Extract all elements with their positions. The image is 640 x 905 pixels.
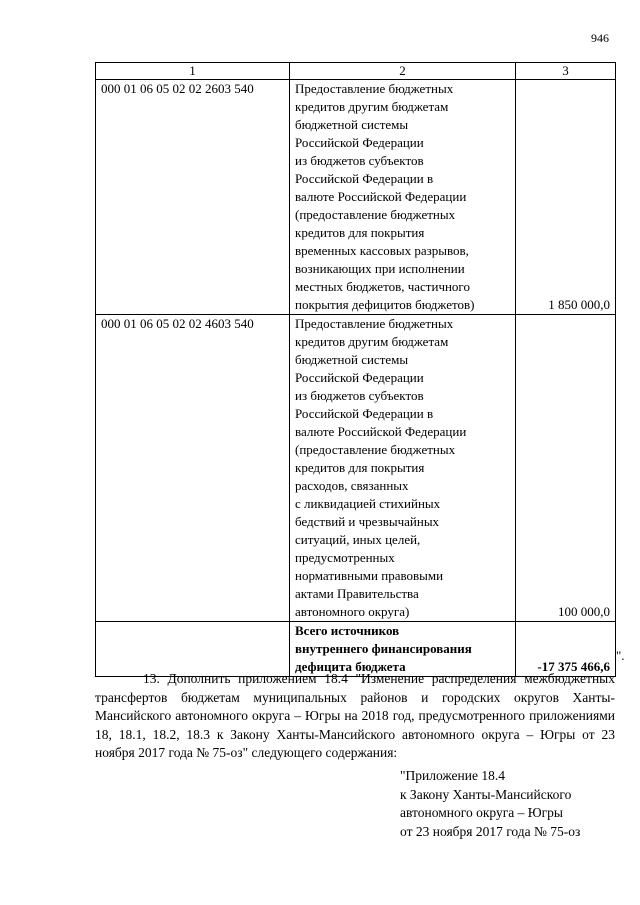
budget-code-cell: 000 01 06 05 02 02 4603 540 [96,315,290,622]
appendix-header: "Приложение 18.4 к Закону Ханты-Мансийского автономного округа – Югры от 23 ноября 2017 года № 75-оз [400,768,581,839]
total-description-cell: Всего источников внутреннего финансирования дефицита бюджета [290,622,516,677]
total-amount-cell: -17 375 466,6 [516,622,616,677]
table-header-row [96,63,616,80]
column-header-1: 1 [96,63,290,80]
column-header-2: 2 [290,63,516,80]
closing-quote-mark: ". [616,648,625,663]
description-cell: Предоставление бюджетных кредитов другим бюджетам бюджетной системы Российской Федерации из бюджетов субъектов Российской Федерации в валюте Российской Федерации (предоставление бюджетных кредитов для покрытия временных кассовых разрывов, возникающих при исполнении местных бюджетов, частичного покрытия дефицитов бюджетов) [290,80,516,315]
amount-cell: 100 000,0 [516,315,616,622]
amount-cell: 1 850 000,0 [516,80,616,315]
budget-sources-table [95,62,616,677]
description-cell: Предоставление бюджетных кредитов другим бюджетам бюджетной системы Российской Федерации из бюджетов субъектов Российской Федерации в валюте Российской Федерации (предоставление бюджетных кредитов для покрытия расходов, связанных с ликвидацией стихийных бедствий и чрезвычайных ситуаций, иных целей, предусмотренных нормативными правовыми актами Правительства автономного округа) [290,315,516,622]
page-number: 946 [591,31,609,45]
column-header-3: 3 [516,63,616,80]
table-row [96,315,616,622]
table-row [96,80,616,315]
amendment-paragraph: 13. Дополнить приложением 18.4 "Изменение распределения межбюджетных трансфертов бюджетам муниципальных районов и городских округов Ханты-Мансийского автономного округа – Югры на 2018 год, предусмотренного приложениями 18, 18.1, 18.2, 18.3 к Закону Ханты-Мансийского автономного округа – Югры от 23 ноября 2017 года № 75-оз" следующего содержания: [95,671,615,760]
total-code-cell [96,622,290,677]
total-row [96,622,616,677]
budget-code-cell: 000 01 06 05 02 02 2603 540 [96,80,290,315]
